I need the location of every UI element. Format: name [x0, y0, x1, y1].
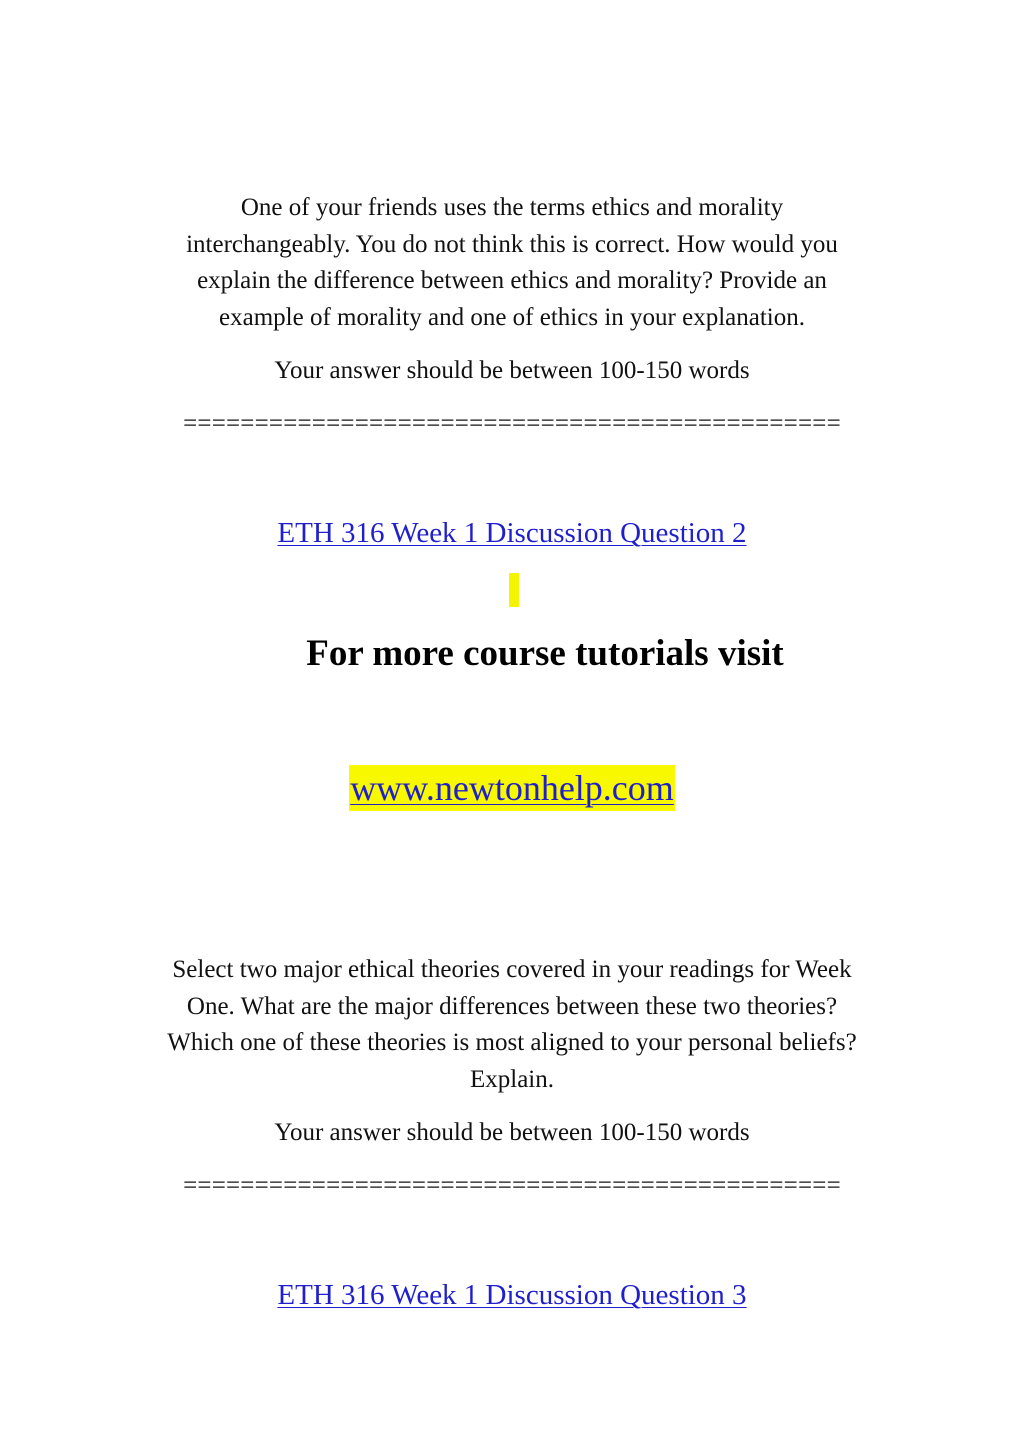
question-1-line: explain the difference between ethics and morality? Provide an	[197, 267, 827, 294]
separator: ==============================================	[183, 410, 841, 437]
question-2-word-count: Your answer should be between 100-150 words	[274, 1119, 750, 1146]
dq2-link[interactable]: ETH 316 Week 1 Discussion Question 2	[277, 517, 747, 549]
question-1-line: One of your friends uses the terms ethics and morality	[240, 194, 784, 221]
website-highlight	[349, 765, 675, 811]
question-2-text	[112, 952, 912, 1098]
question-2-line: Select two major ethical theories covered in your readings for Week	[172, 956, 852, 983]
question-2-line: One. What are the major differences between these two theories?	[186, 992, 838, 1020]
question-1-text	[112, 190, 912, 336]
promo-heading: For more course tutorials visit	[306, 633, 784, 674]
separator: ==============================================	[183, 1172, 841, 1199]
question-2-line: Explain.	[469, 1065, 554, 1093]
website-link[interactable]: www.newtonhelp.com	[350, 768, 674, 808]
highlight-marker	[509, 573, 519, 607]
question-1-line: example of morality and one of ethics in your explanation.	[219, 303, 805, 331]
question-2-line: Which one of these theories is most aligned to your personal beliefs?	[167, 1029, 857, 1056]
question-1-line: interchangeably. You do not think this is correct. How would you	[186, 230, 838, 258]
dq3-link[interactable]: ETH 316 Week 1 Discussion Question 3	[277, 1279, 747, 1311]
question-1-word-count: Your answer should be between 100-150 words	[274, 357, 750, 384]
website-wrapper	[112, 765, 912, 811]
dq2-link-wrapper	[112, 516, 912, 550]
dq3-link-wrapper	[112, 1278, 912, 1312]
